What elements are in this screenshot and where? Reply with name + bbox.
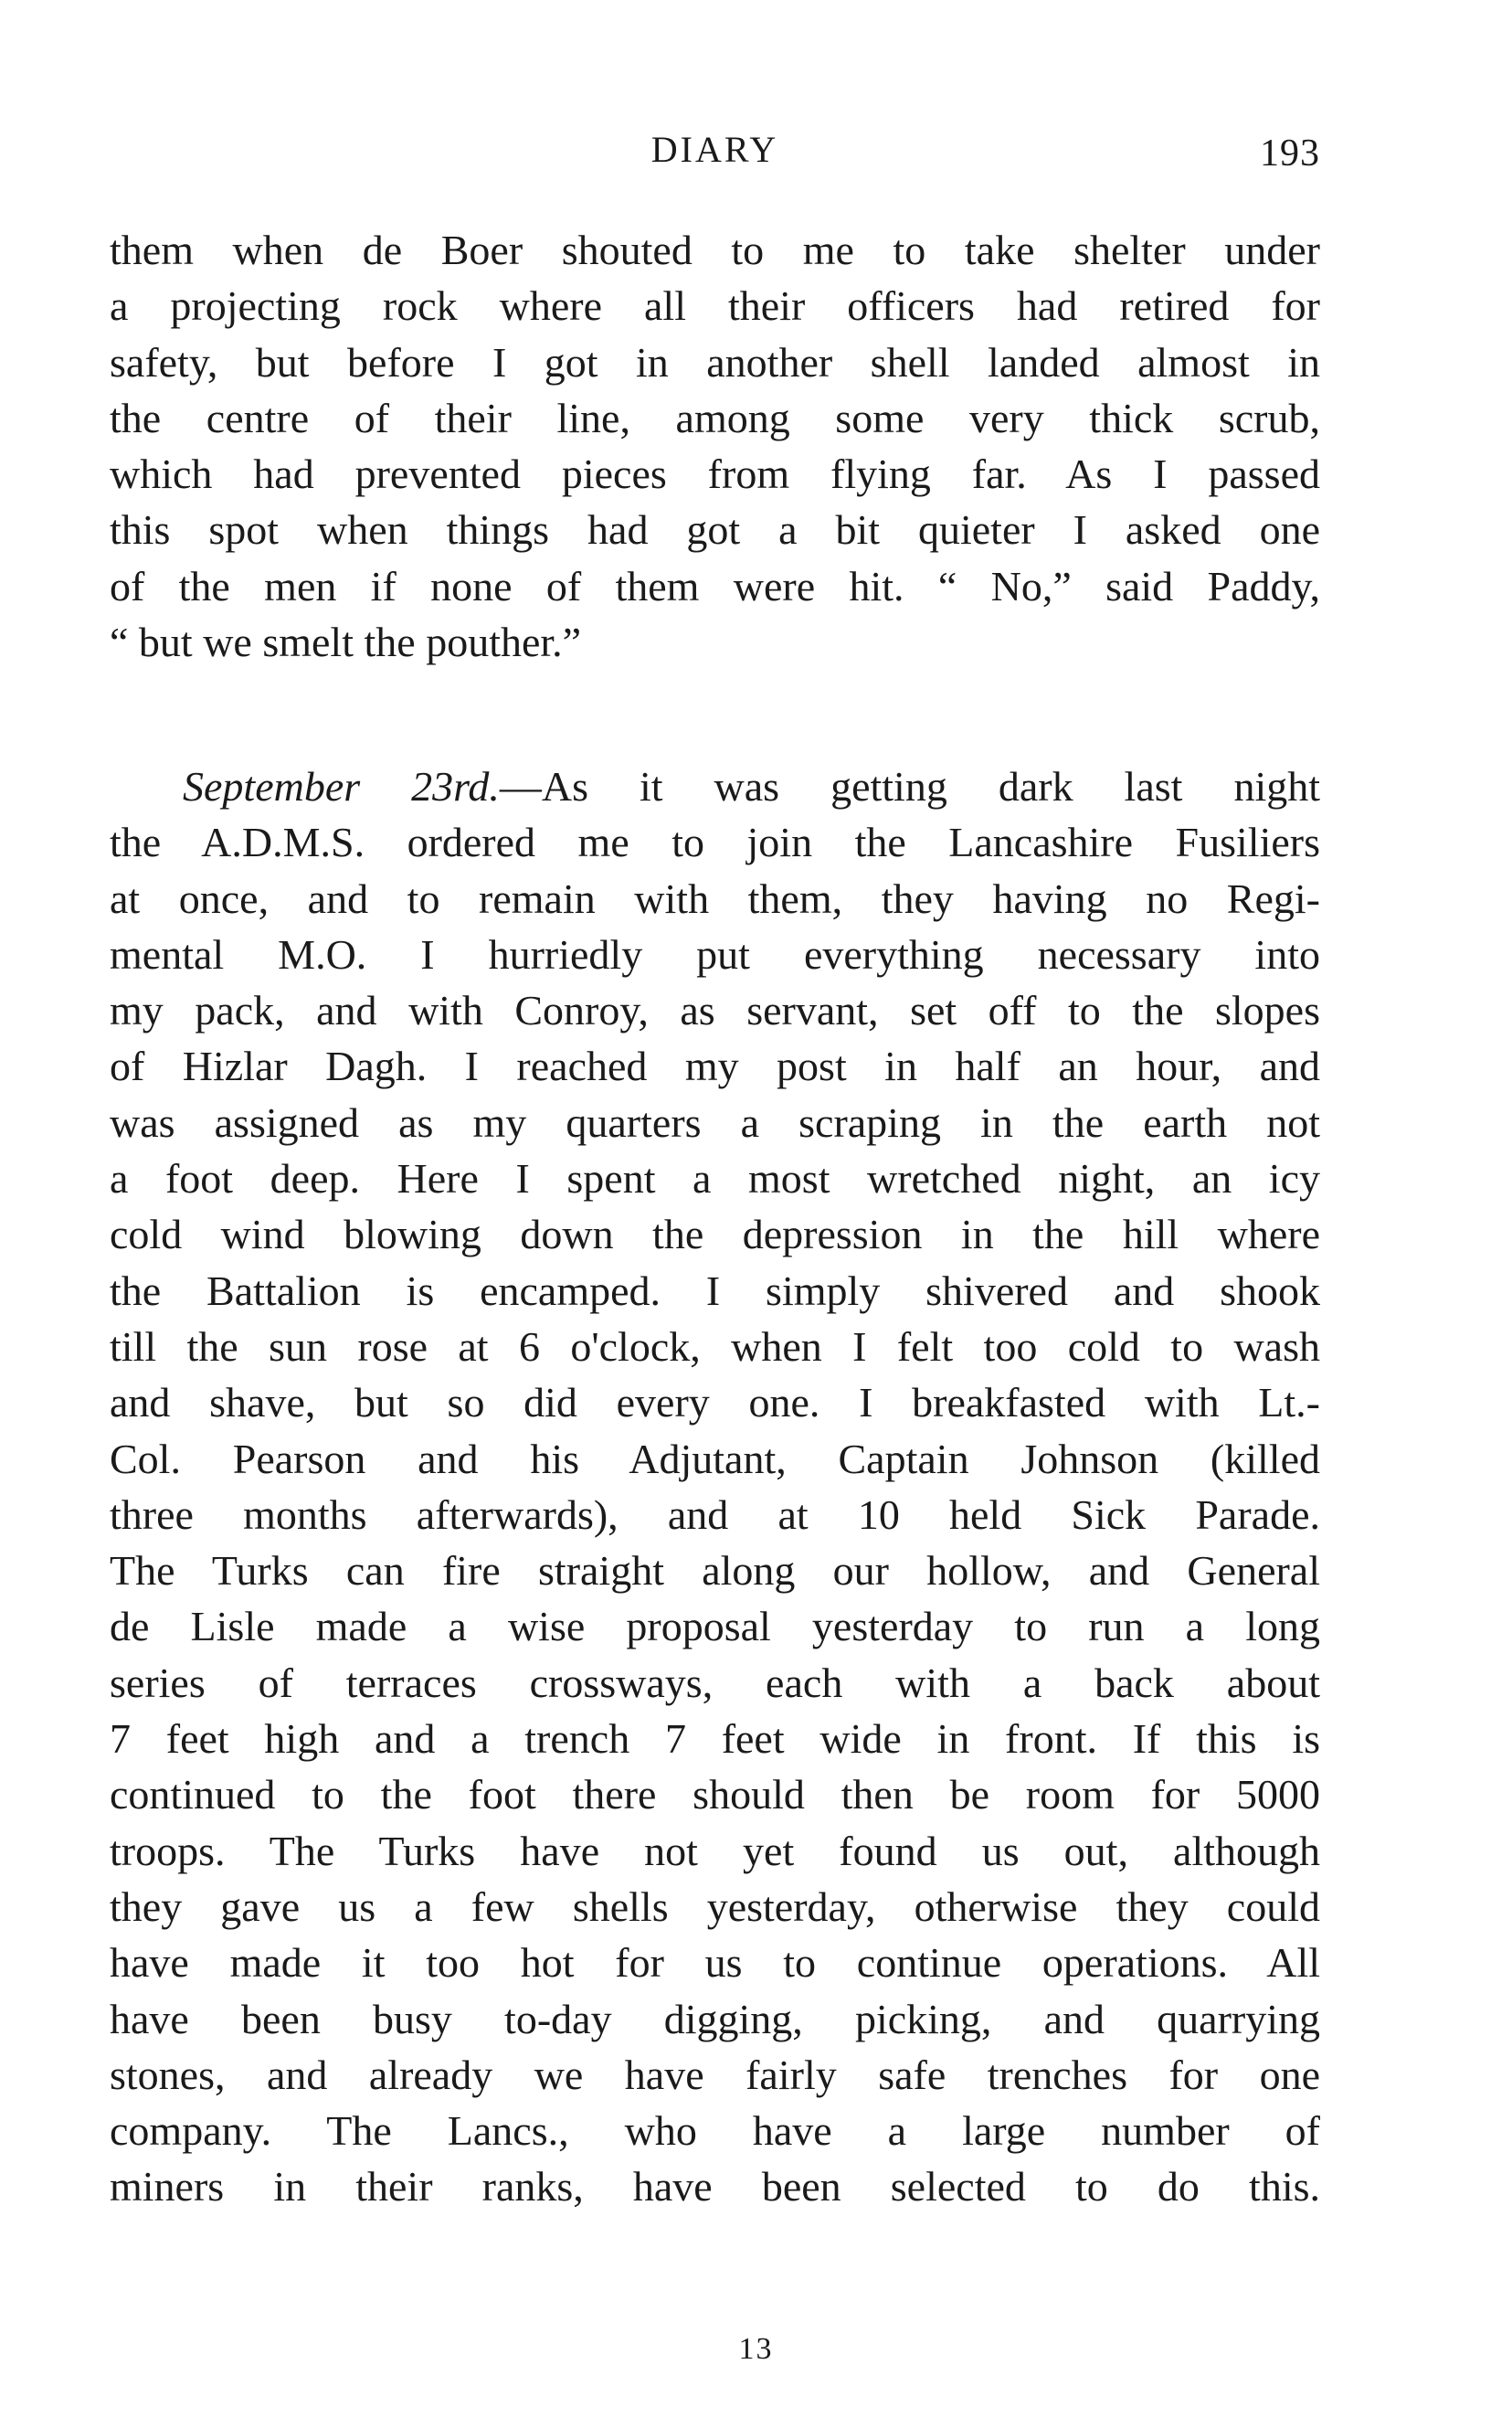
- text-line: a foot deep. Here I spent a most wretched night, an icy: [110, 1155, 1320, 1203]
- text-line: at once, and to remain with them, they having no Regi-: [110, 875, 1320, 922]
- text-line: a projecting rock where all their officers had retired for: [110, 282, 1320, 330]
- text-line: mental M.O. I hurriedly put everything necessary into: [110, 930, 1320, 978]
- text-line: 7 feet high and a trench 7 feet wide in front. If this is: [110, 1715, 1320, 1763]
- running-title: DIARY: [650, 129, 779, 170]
- diary-entry: [110, 758, 1320, 2215]
- text-line: the Battalion is encamped. I simply shivered and shook: [110, 1267, 1320, 1314]
- text-line: The Turks can fire straight along our hollow, and General: [110, 1547, 1320, 1595]
- signature-mark: 13: [738, 2332, 774, 2366]
- text-line: company. The Lancs., who have a large number of: [110, 2107, 1320, 2155]
- text-line: of the men if none of them were hit. “ No,” said Paddy,: [110, 562, 1320, 610]
- text-line: “ but we smelt the pouther.”: [110, 619, 582, 666]
- text-line: troops. The Turks have not yet found us out, although: [110, 1827, 1320, 1874]
- text-line: they gave us a few shells yesterday, otherwise they could: [110, 1882, 1320, 1930]
- text-line: Col. Pearson and his Adjutant, Captain Johnson (killed: [110, 1435, 1320, 1482]
- text-line: this spot when things had got a bit quieter I asked one: [110, 506, 1320, 554]
- entry-dateline: September 23rd.: [183, 763, 500, 810]
- text-line: the centre of their line, among some very thick scrub,: [110, 394, 1320, 441]
- paragraph-continued: [110, 222, 1320, 670]
- running-head: [110, 128, 1320, 183]
- text-line: till the sun rose at 6 o'clock, when I felt too cold to wash: [110, 1322, 1320, 1370]
- text-line: continued to the foot there should then be room for 5000: [110, 1771, 1320, 1818]
- text-line: three months afterwards), and at 10 held Sick Parade.: [110, 1490, 1320, 1538]
- text-line: and shave, but so did every one. I breakfasted with Lt.-: [110, 1379, 1320, 1426]
- page-number: 193: [1260, 133, 1320, 175]
- text-line: series of terraces crossways, each with a back about: [110, 1659, 1320, 1706]
- text-line: my pack, and with Conroy, as servant, set off to the slopes: [110, 987, 1320, 1034]
- entry-first-line-text: —As it was getting dark last night: [499, 763, 1320, 810]
- text-line: cold wind blowing down the depression in the hill where: [110, 1211, 1320, 1258]
- text-line: safety, but before I got in another shell landed almost in: [110, 338, 1320, 386]
- text-line: de Lisle made a wise proposal yesterday to run a long: [110, 1603, 1320, 1650]
- entry-first-line: [110, 758, 1320, 814]
- text-line: miners in their ranks, have been selected to do this.: [110, 2163, 1320, 2211]
- text-line: them when de Boer shouted to me to take shelter under: [110, 227, 1320, 273]
- text-line: was assigned as my quarters a scraping in the earth not: [110, 1098, 1320, 1146]
- text-line: have been busy to-day digging, picking, and quarrying: [110, 1995, 1320, 2042]
- text-line: have made it too hot for us to continue operations. All: [110, 1939, 1320, 1987]
- text-line: of Hizlar Dagh. I reached my post in half an hour, and: [110, 1043, 1320, 1090]
- text-line: stones, and already we have fairly safe trenches for one: [110, 2051, 1320, 2098]
- text-line: which had prevented pieces from flying far. As I passed: [110, 451, 1320, 498]
- text-line: the A.D.M.S. ordered me to join the Lancashire Fusiliers: [110, 819, 1320, 866]
